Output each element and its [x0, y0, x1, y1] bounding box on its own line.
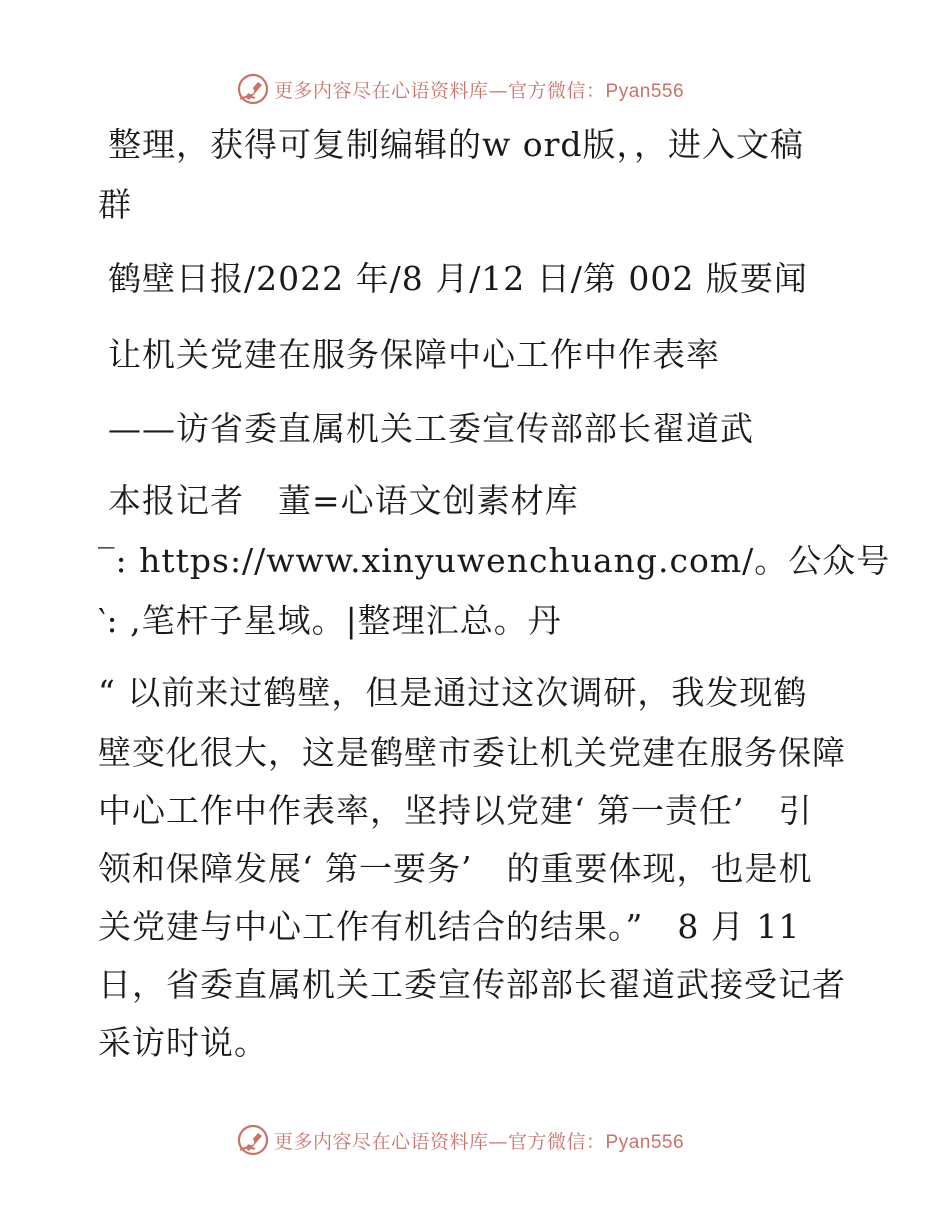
intro-line-1: 整理，获得可复制编辑的w ord版，，进入文稿 — [108, 125, 805, 164]
body-line-4: 领和保障发展‘ 第一要务’ 的重要体现，也是机 — [98, 849, 813, 888]
body-line-7: 采访时说。 — [98, 1023, 268, 1062]
source-line: 鹤壁日报/2022 年/8 月/12 日/第 002 版要闻 — [108, 259, 808, 298]
banner-text — [274, 1127, 684, 1154]
header-watermark-banner — [236, 72, 716, 106]
body-line-3: 中心工作中作表率，坚持以党建‘ 第一责任’ 引 — [98, 791, 813, 830]
banner-wechat-id: Pyan556 — [605, 1131, 685, 1153]
article-title: 让机关党建在服务保障中心工作中作表率 — [108, 335, 720, 374]
banner-text-cn: 更多内容尽在心语资料库—官方微信： — [274, 79, 606, 102]
promo-line-1: ‾: https://www.xinyuwenchuang.com/。公众号 — [98, 541, 891, 580]
pen-logo-icon — [236, 72, 270, 106]
body-line-1: “ 以前来过鹤壁，但是通过这次调研，我发现鹤 — [98, 673, 808, 712]
body-line-2: 壁变化很大，这是鹤壁市委让机关党建在服务保障 — [98, 733, 846, 772]
body-line-5: 关党建与中心工作有机结合的结果。” 8 月 11 — [98, 907, 801, 946]
intro-line-2: 群 — [98, 185, 132, 224]
promo-line-2: ‵: ,笔杆子星域。|整理汇总。丹 — [98, 601, 562, 640]
footer-watermark-banner — [236, 1123, 716, 1157]
byline: 本报记者 董=心语文创素材库 — [108, 481, 579, 520]
banner-text — [274, 76, 684, 103]
article-subtitle: ——访省委直属机关工委宣传部部长翟道武 — [108, 409, 754, 448]
banner-wechat-id: Pyan556 — [605, 80, 685, 102]
body-line-6: 日，省委直属机关工委宣传部部长翟道武接受记者 — [98, 965, 846, 1004]
pen-logo-icon — [236, 1123, 270, 1157]
banner-text-cn: 更多内容尽在心语资料库—官方微信： — [274, 1130, 606, 1153]
